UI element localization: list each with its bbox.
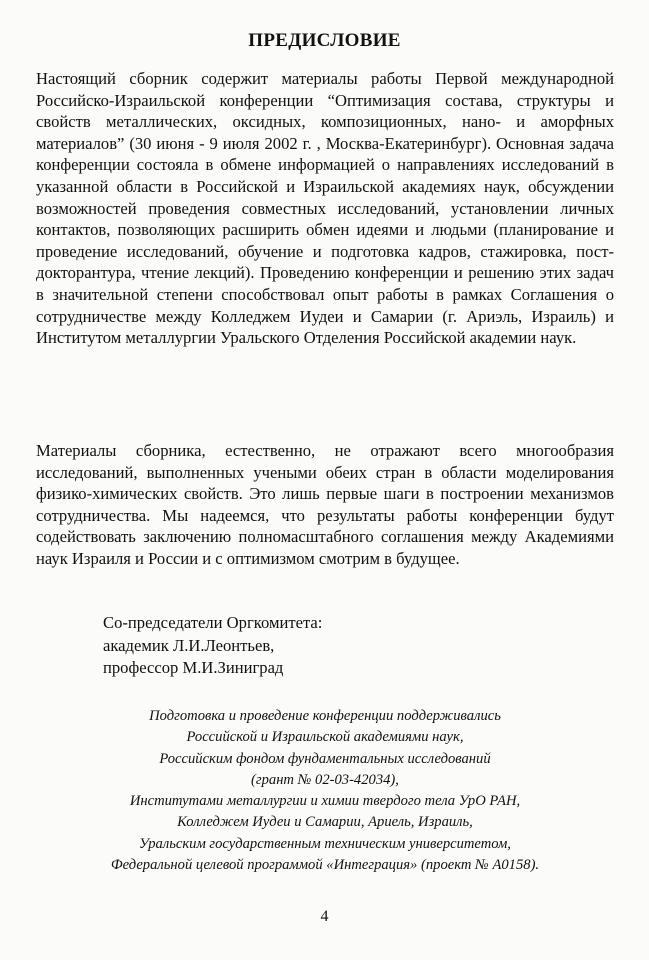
support-note (36, 706, 614, 876)
signature-block (103, 612, 322, 680)
page-number: 4 (320, 908, 329, 925)
support-line: Российским фондом фундаментальных исследований (159, 750, 491, 767)
signature-heading: Со-председатели Оргкомитета: (103, 613, 323, 632)
support-line: Российской и Израильской академиями наук, (186, 729, 464, 746)
support-line: Уральским государственным техническим университетом, (139, 835, 511, 852)
support-line: Колледжем Иудеи и Самарии, Ариель, Израиль, (177, 814, 473, 831)
signature-line: академик Л.И.Леонтьев, (103, 635, 275, 655)
signature-line: профессор М.И.Зиниград (103, 658, 284, 677)
support-line: Подготовка и проведение конференции поддерживались (149, 708, 501, 724)
page-title: ПРЕДИСЛОВИЕ (248, 30, 401, 51)
paragraph-materials: Материалы сборника, естественно, не отражают всего многообразия исследований, выполненных учеными обеих стран в области моделирования физико-химических свойств. Это лишь первые шаги в построении механизмов сотрудничества. Мы надеемся, что результаты работы конференции будут содействовать заключению полномасштабного соглашения между Академиями наук Израиля и России и с оптимизмом смотрим в будущее. (36, 441, 614, 568)
paragraph-intro: Настоящий сборник содержит материалы работы Первой международной Российско-Израильской конференции “Оптимизация состава, структуры и свойств металлических, оксидных, композиционных, нано- и аморфных материалов” (30 июня - 9 июля 2002 г. , Москва-Екатеринбург). Основная задача конференции состояла в обмене информацией о направлениях исследований в указанной области в Российской и Израильской академиях наук, обсуждении возможностей проведения совместных исследований, установлении личных контактов, позволяющих расширить обмен идеями и людьми (планирование и проведение исследований, обучение и подготовка кадров, стажировка, пост-докторантура, чтение лекций). Проведению конференции и решению этих задач в значительной степени способствовал опыт работы в рамках Соглашения о сотрудничестве между Колледжем Иудеи и Самарии (г. Ариэль, Израиль) и Институтом металлургии Уральского Отделения Российской академии наук. (36, 69, 614, 348)
support-line: Институтами металлургии и химии твердого тела УрО РАН, (129, 793, 521, 810)
support-line: (грант № 02-03-42034), (251, 771, 399, 788)
support-line: Федеральной целевой программой «Интеграция» (проект № А0158). (110, 857, 540, 874)
